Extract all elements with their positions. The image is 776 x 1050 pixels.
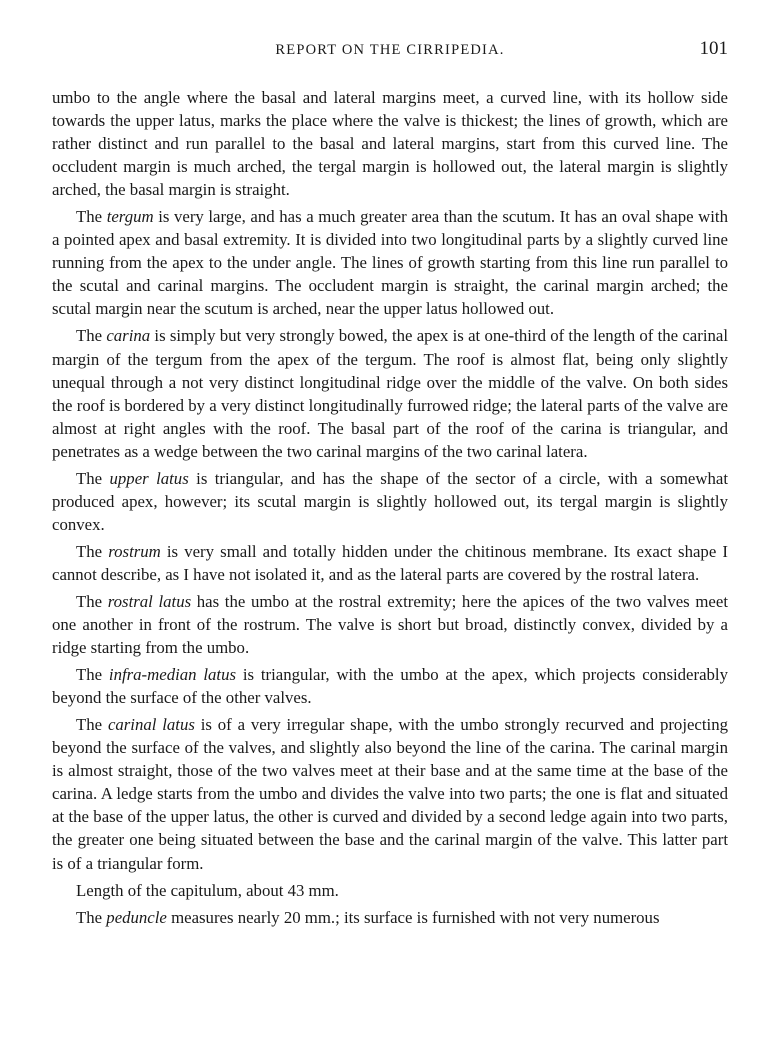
paragraph-infra-median-latus [52, 663, 728, 709]
term-rostral-latus: rostral latus [107, 591, 192, 611]
paragraph-capitulum-length [52, 879, 728, 902]
term-upper-latus: upper latus [109, 468, 189, 488]
paragraph-lead: The [76, 665, 109, 685]
paragraph-lead: The [76, 541, 109, 561]
paragraph-lead: The [76, 207, 107, 227]
paragraph-text: has the umbo at the rostral extremity; here the apices of the two valves meet one another in front of the rostrum. The valve is short but broad, distinctly convex, divided by a ridge starting from the umbo. [52, 591, 728, 658]
running-title: REPORT ON THE CIRRIPEDIA. [275, 42, 505, 58]
paragraph-upper-latus [52, 467, 728, 536]
paragraph-tergum [52, 205, 728, 320]
term-rostrum: rostrum [108, 541, 161, 561]
paragraph-rostrum [52, 540, 728, 586]
paragraph-lead: The [76, 591, 108, 611]
paragraph-lead: The [76, 326, 107, 346]
paragraph-text: Length of the capitulum, about 43 mm. [76, 880, 339, 900]
term-carinal-latus: carinal latus [107, 715, 195, 735]
paragraph-lead: The [76, 715, 108, 735]
paragraph-carinal-latus [52, 713, 728, 874]
paragraph-text: is very small and totally hidden under the chitinous membrane. Its exact shape I cannot describe, as I have not isolated it, and as the lateral parts are covered by the rostral latera. [52, 541, 728, 584]
paragraph-text: umbo to the angle where the basal and lateral margins meet, a curved line, with its hollow side towards the upper latus, marks the place where the valve is thickest; the lines of growth, which are rather distinct and run parallel to the basal and lateral margins, start from this curved line. The occludent margin is much arched, the tergal margin is hollowed out, the lateral margin is slightly arched, the basal margin is straight. [52, 88, 728, 200]
running-head [52, 38, 728, 66]
paragraph-lead: The [76, 907, 107, 927]
paragraph-text: measures nearly 20 mm.; its surface is furnished with not very numerous [166, 907, 660, 927]
page-number: 101 [699, 38, 728, 59]
paragraph-peduncle [52, 906, 728, 929]
paragraph-rostral-latus [52, 590, 728, 659]
paragraph-text: is triangular, with the umbo at the apex, which projects considerably beyond the surface of the other valves. [52, 665, 728, 708]
paragraph-scutum-continued [52, 86, 728, 201]
paragraph-text: is very large, and has a much greater area than the scutum. It has an oval shape with a pointed apex and basal extremity. It is divided into two longitudinal parts by a slightly curved line running from the apex to the under angle. The lines of growth starting from this line run parallel to the scutal and carinal margins. The occludent margin is straight, the carinal margin arched; the scutal margin near the scutum is arched, near the upper latus hollowed out. [52, 207, 728, 319]
paragraph-text: is triangular, and has the shape of the sector of a circle, with a somewhat produced apex, however; its scutal margin is slightly hollowed out, its tergal margin is slightly convex. [52, 468, 728, 534]
paragraph-text: is of a very irregular shape, with the umbo strongly recurved and projecting beyond the surface of the valves, and slightly also beyond the line of the carina. The carinal margin is almost straight, those of the two valves meet at their base and at the same time at the base of the carina. A ledge starts from the umbo and divides the valve into two parts; the one is flat and situated at the base of the upper latus, the other is curved and divided by a second ledge again into two parts, the greater one being situated between the base and the carinal margin of the valve. This latter part is of a triangular form. [52, 715, 728, 873]
paragraph-lead: The [76, 468, 110, 488]
body-text [52, 86, 728, 933]
paragraph-text: is simply but very strongly bowed, the apex is at one-third of the length of the carinal margin of the tergum from the apex of the tergum. The roof is almost flat, being only slightly unequal through a not very distinct longitudinal ridge over the middle of the valve. On both sides the roof is bordered by a very distinct longitudinally furrowed ridge; the lateral parts of the valve are almost at right angles with the roof. The basal part of the roof of the carina is triangular, and penetrates as a wedge between the two carinal margins of the two carinal latera. [52, 326, 728, 461]
term-tergum: tergum [106, 207, 154, 227]
term-peduncle: peduncle [106, 907, 167, 927]
paragraph-carina [52, 324, 728, 462]
term-infra-median-latus: infra-median latus [108, 665, 237, 685]
term-carina: carina [106, 326, 151, 346]
